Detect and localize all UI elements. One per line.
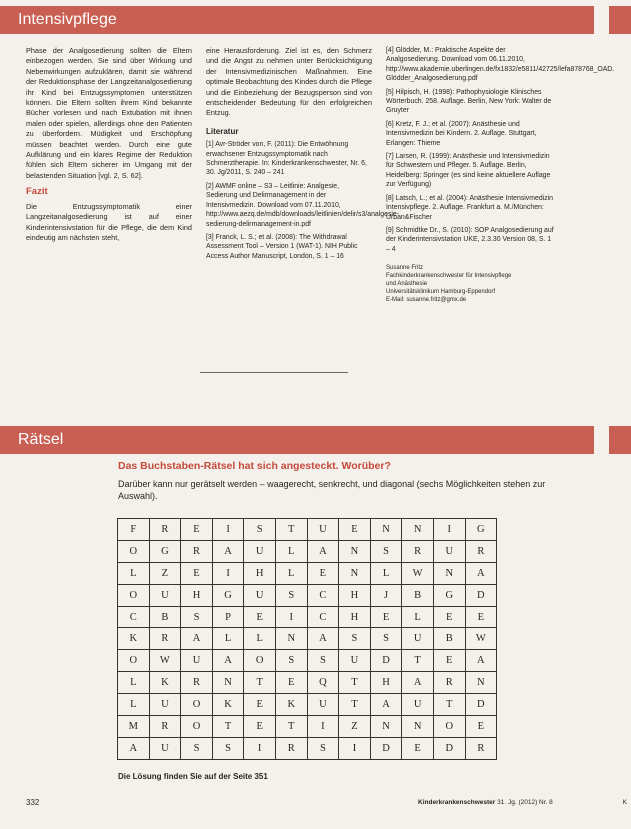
- edge-tab-mid: [609, 426, 631, 454]
- grid-cell: E: [181, 562, 213, 584]
- grid-cell: E: [465, 716, 497, 738]
- grid-cell: T: [244, 672, 276, 694]
- grid-cell: S: [275, 650, 307, 672]
- grid-cell: A: [118, 737, 150, 759]
- grid-cell: T: [275, 519, 307, 541]
- grid-row: [118, 519, 497, 541]
- fazit-text: Die Entzugssymptomatik einer Langzeitanalgosedierung ist auf einer Kinderintensivstation für die Pflege, die dem Kind eindeutig am nächsten steht,: [26, 201, 192, 242]
- literatur-heading: Literatur: [206, 126, 239, 136]
- grid-cell: E: [244, 606, 276, 628]
- grid-cell: S: [307, 737, 339, 759]
- reference-6: [6] Kretz, F. J.; et al. (2007): Anästhesie und Intensivmedizin bei Kindern. 2. Auflage. Stuttgart, Erlangen: Thieme: [386, 120, 537, 147]
- grid-cell: U: [149, 584, 181, 606]
- edge-letter: K: [622, 799, 627, 806]
- grid-cell: L: [402, 606, 434, 628]
- reference-8: [8] Latsch, L.; et al. (2004): Anästhesie Intensivmedizin Intensivpflege. 2. Auflage. Frankfurt a. M./München: Urban&Fischer: [386, 194, 553, 221]
- grid-cell: L: [275, 562, 307, 584]
- grid-cell: C: [118, 606, 150, 628]
- grid-cell: A: [465, 650, 497, 672]
- grid-cell: J: [370, 584, 402, 606]
- grid-cell: O: [118, 650, 150, 672]
- grid-cell: H: [339, 606, 371, 628]
- grid-cell: R: [149, 519, 181, 541]
- grid-cell: N: [402, 519, 434, 541]
- grid-cell: T: [339, 694, 371, 716]
- puzzle-intro: Darüber kann nur gerätselt werden – waagerecht, senkrecht, und diagonal (sechs Möglichkeiten stehen zur Auswahl).: [118, 479, 546, 501]
- author-block: [386, 264, 554, 304]
- column-1: [26, 46, 192, 247]
- grid-cell: G: [149, 540, 181, 562]
- grid-cell: K: [275, 694, 307, 716]
- grid-cell: L: [118, 562, 150, 584]
- grid-row: [118, 562, 497, 584]
- grid-cell: L: [118, 672, 150, 694]
- grid-cell: I: [339, 737, 371, 759]
- grid-row: [118, 606, 497, 628]
- grid-cell: E: [275, 672, 307, 694]
- grid-cell: B: [433, 628, 465, 650]
- grid-cell: W: [149, 650, 181, 672]
- grid-cell: Z: [149, 562, 181, 584]
- grid-cell: U: [149, 737, 181, 759]
- grid-cell: S: [307, 650, 339, 672]
- grid-cell: A: [212, 650, 244, 672]
- grid-cell: R: [465, 540, 497, 562]
- grid-cell: I: [212, 562, 244, 584]
- grid-cell: H: [370, 672, 402, 694]
- grid-cell: D: [465, 694, 497, 716]
- grid-cell: H: [339, 584, 371, 606]
- grid-cell: S: [275, 584, 307, 606]
- section-banner-raetsel: Rätsel: [0, 426, 594, 454]
- grid-cell: N: [370, 716, 402, 738]
- grid-cell: U: [402, 694, 434, 716]
- grid-cell: E: [244, 694, 276, 716]
- grid-cell: D: [433, 737, 465, 759]
- grid-cell: W: [402, 562, 434, 584]
- grid-cell: T: [433, 694, 465, 716]
- grid-cell: N: [339, 562, 371, 584]
- grid-cell: L: [212, 628, 244, 650]
- grid-cell: R: [181, 540, 213, 562]
- column-3: [386, 46, 615, 304]
- grid-cell: O: [181, 716, 213, 738]
- grid-cell: E: [433, 606, 465, 628]
- grid-row: [118, 694, 497, 716]
- grid-cell: T: [402, 650, 434, 672]
- grid-cell: O: [244, 650, 276, 672]
- reference-1: [1] Avr-Ströder von, F. (2011): Die Entwöhnung erwachsener Entzugssymptomatik nach Schmerztherapie. In: Kinderkrankenschwester, Nr. 6, 30. Jg/2011, S. 240 – 241: [206, 141, 367, 177]
- grid-cell: H: [181, 584, 213, 606]
- grid-cell: U: [433, 540, 465, 562]
- grid-cell: B: [149, 606, 181, 628]
- grid-cell: Z: [339, 716, 371, 738]
- grid-cell: E: [465, 606, 497, 628]
- grid-cell: T: [339, 672, 371, 694]
- grid-cell: I: [275, 606, 307, 628]
- grid-cell: U: [244, 540, 276, 562]
- grid-cell: S: [339, 628, 371, 650]
- grid-cell: R: [402, 540, 434, 562]
- grid-cell: R: [149, 716, 181, 738]
- reference-5: [5] Hilpisch, H. (1998): Pathophysiologie Klinisches Wörterbuch. 258. Auflage. Berlin, New York: Walter de Gruyter: [386, 88, 552, 115]
- col2-paragraph: eine Herausforderung. Ziel ist es, den Schmerz und die Angst zu nehmen unter Berücksichtigung der Intensivmedizinischen Maßnahmen. Eine optimale Beobachtung des Kindes durch die Pflege und die Einbeziehung der Bezugsperson sind von entscheidender Bedeutung für den erfolgreichen Entzug.: [206, 46, 372, 118]
- author-title: Fachkinderkrankenschwester für Intensivpflege: [386, 273, 512, 280]
- grid-cell: R: [433, 672, 465, 694]
- grid-cell: K: [118, 628, 150, 650]
- grid-cell: K: [149, 672, 181, 694]
- grid-row: [118, 716, 497, 738]
- grid-cell: U: [307, 694, 339, 716]
- grid-cell: A: [370, 694, 402, 716]
- grid-cell: K: [212, 694, 244, 716]
- edge-tab-top: [609, 6, 631, 34]
- grid-cell: A: [181, 628, 213, 650]
- grid-cell: S: [212, 737, 244, 759]
- section-banner-intensivpflege: Intensivpflege: [0, 6, 594, 34]
- grid-cell: S: [244, 519, 276, 541]
- grid-cell: F: [118, 519, 150, 541]
- grid-cell: M: [118, 716, 150, 738]
- grid-cell: N: [339, 540, 371, 562]
- grid-cell: N: [465, 672, 497, 694]
- grid-cell: A: [307, 628, 339, 650]
- author-institution: Universitätsklinikum Hamburg-Eppendorf: [386, 289, 496, 296]
- grid-cell: S: [181, 606, 213, 628]
- grid-cell: O: [181, 694, 213, 716]
- grid-cell: E: [307, 562, 339, 584]
- grid-cell: O: [118, 540, 150, 562]
- grid-cell: U: [307, 519, 339, 541]
- grid-cell: R: [275, 737, 307, 759]
- reference-9: [9] Schmidtke Dr., S. (2010): SOP Analgosedierung auf der Kinderintensivstation UKE, 2.3.30 Version 08, S. 1 – 4: [386, 226, 554, 253]
- grid-cell: L: [244, 628, 276, 650]
- grid-cell: E: [370, 606, 402, 628]
- grid-cell: A: [465, 562, 497, 584]
- journal-name: Kinderkrankenschwester: [418, 799, 496, 806]
- grid-cell: N: [433, 562, 465, 584]
- grid-cell: G: [433, 584, 465, 606]
- grid-cell: C: [307, 584, 339, 606]
- grid-cell: R: [181, 672, 213, 694]
- reference-4: [4] Glödder, M.: Praktische Aspekte der Analgosedierung. Download vom 06.11.2010, http://www.akademie.uberlingen.de/fx1832/e5811/42725/lefa878768_OAD. Glödder_Analgosedierung.pdf: [386, 47, 615, 83]
- grid-cell: G: [212, 584, 244, 606]
- grid-cell: T: [275, 716, 307, 738]
- grid-cell: I: [244, 737, 276, 759]
- letter-grid: [117, 518, 497, 760]
- grid-cell: I: [433, 519, 465, 541]
- journal-issue: 31. Jg. (2012) Nr. 8: [497, 799, 553, 806]
- grid-cell: N: [275, 628, 307, 650]
- reference-3: [3] Franck, L. S.; et al. (2008): The Withdrawal Assessment Tool – Version 1 (WAT-1). NIH Public Access Author Manuscript, London, S. 1 – 16: [206, 233, 358, 260]
- fazit-heading: Fazit: [26, 186, 48, 198]
- grid-cell: I: [307, 716, 339, 738]
- grid-cell: N: [370, 519, 402, 541]
- grid-cell: H: [244, 562, 276, 584]
- grid-cell: A: [402, 672, 434, 694]
- divider-rule: [200, 372, 348, 373]
- grid-cell: O: [118, 584, 150, 606]
- grid-cell: Q: [307, 672, 339, 694]
- author-name: Susanne Fritz: [386, 265, 424, 272]
- reference-7: [7] Larsen, R. (1999): Anästhesie und Intensivmedizin für Schwestern und Pfleger. 5. Auflage. Berlin, Heidelberg: Springer (es sind keine aktuellere Auflage zur Verfügung): [386, 153, 551, 189]
- grid-row: [118, 737, 497, 759]
- grid-cell: D: [370, 737, 402, 759]
- grid-cell: W: [465, 628, 497, 650]
- author-title-2: und Anästhesie: [386, 281, 428, 288]
- journal-info: [418, 799, 553, 806]
- grid-cell: D: [370, 650, 402, 672]
- author-email: E-Mail: susanne.fritz@gmx.de: [386, 297, 467, 304]
- grid-cell: P: [212, 606, 244, 628]
- puzzle-title: Das Buchstaben-Rätsel hat sich angesteckt. Worüber?: [118, 460, 391, 472]
- solution-note: Die Lösung finden Sie auf der Seite 351: [118, 772, 268, 781]
- grid-cell: U: [181, 650, 213, 672]
- grid-row: [118, 540, 497, 562]
- grid-cell: N: [402, 716, 434, 738]
- grid-cell: G: [465, 519, 497, 541]
- grid-cell: A: [212, 540, 244, 562]
- grid-cell: U: [339, 650, 371, 672]
- page-number: 332: [26, 798, 40, 807]
- grid-cell: E: [433, 650, 465, 672]
- grid-row: [118, 672, 497, 694]
- grid-cell: S: [370, 628, 402, 650]
- grid-cell: E: [244, 716, 276, 738]
- grid-row: [118, 584, 497, 606]
- grid-row: [118, 628, 497, 650]
- grid-cell: D: [465, 584, 497, 606]
- grid-cell: L: [370, 562, 402, 584]
- grid-cell: R: [465, 737, 497, 759]
- grid-cell: E: [402, 737, 434, 759]
- grid-cell: I: [212, 519, 244, 541]
- grid-cell: R: [149, 628, 181, 650]
- grid-cell: A: [307, 540, 339, 562]
- grid-row: [118, 650, 497, 672]
- grid-cell: U: [244, 584, 276, 606]
- grid-cell: T: [212, 716, 244, 738]
- col1-paragraph: Phase der Analgosedierung sollten die Eltern einbezogen werden. Sie sind über Wirkung und Nebenwirkungen aufzuklären, damit sie während der Reduktionsphase der Langzeitanalgosedierung ihr Kind bei Entzugssymptomen unterstützen können. Die Eltern sollten ihrem Kind bekannte Bücher vorlesen und nach Extubation mit ihnen malen oder spielen, allerdings ohne den Patienten zu überfordern. Müdigkeit und Erschöpfung müssen beachtet werden. Durch eine gute Aufklärung und ein klares Regime der Reduktion fühlen sich Eltern sicherer im Umgang mit der belastenden Situation [vgl. 2, S. 62].: [26, 46, 192, 180]
- grid-cell: U: [149, 694, 181, 716]
- grid-cell: O: [433, 716, 465, 738]
- grid-cell: B: [402, 584, 434, 606]
- reference-2: [2] AWMF online – S3 – Leitlinie: Analgesie, Sedierung und Delirmanagement in der Intensivmedizin. Download vom 07.11.2010, http://www.aezq.de/mdb/downloads/leitlinien/delir/s3/analgesie-sedierung-delirmanagement-in.pdf: [206, 182, 400, 228]
- grid-cell: E: [339, 519, 371, 541]
- grid-cell: L: [118, 694, 150, 716]
- grid-cell: S: [370, 540, 402, 562]
- grid-cell: E: [181, 519, 213, 541]
- column-2: [206, 46, 400, 265]
- grid-cell: N: [212, 672, 244, 694]
- grid-cell: L: [275, 540, 307, 562]
- grid-cell: S: [181, 737, 213, 759]
- grid-cell: U: [402, 628, 434, 650]
- grid-cell: C: [307, 606, 339, 628]
